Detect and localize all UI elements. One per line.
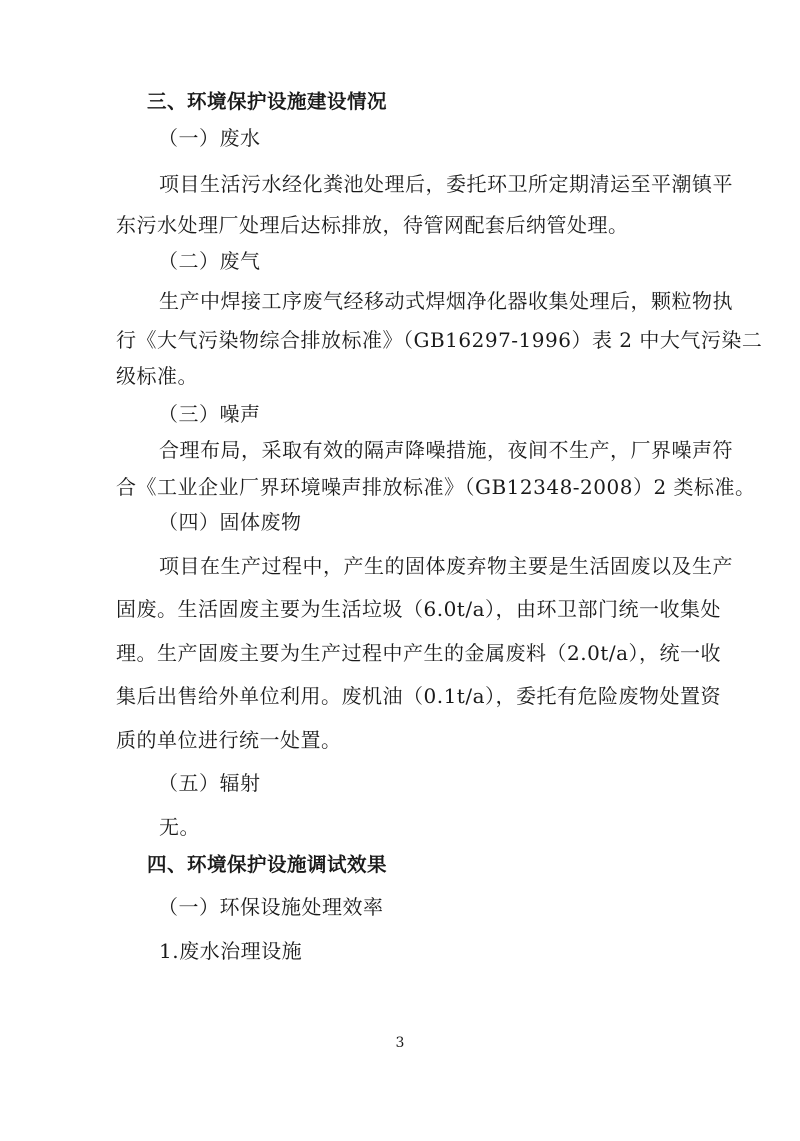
wastewater-line-2: 东污水处理厂处理后达标排放，待管网配套后纳管处理。: [116, 213, 629, 237]
exhaust-line-1: 生产中焊接工序废气经移动式焊烟净化器收集处理后，颗粒物执: [159, 289, 733, 313]
section-4-item-1: 1.废水治理设施: [159, 939, 303, 963]
radiation-heading: （五）辐射: [158, 771, 261, 795]
wastewater-line-1: 项目生活污水经化粪池处理后，委托环卫所定期清运至平潮镇平: [159, 172, 733, 196]
solid-waste-line-3: 理。生产固废主要为生产过程中产生的金属废料（2.0t/a），统一收: [116, 641, 722, 665]
section-3-title: 三、环境保护设施建设情况: [147, 90, 388, 113]
solid-waste-line-5: 质的单位进行统一处置。: [116, 728, 342, 752]
exhaust-heading: （二）废气: [158, 249, 261, 273]
noise-heading: （三）噪声: [158, 402, 261, 426]
solid-waste-line-2: 固废。生活固废主要为生活垃圾（6.0t/a），由环卫部门统一收集处: [116, 597, 722, 621]
section-4-title: 四、环境保护设施调试效果: [147, 853, 388, 876]
page-number: 3: [395, 1035, 405, 1051]
solid-waste-line-1: 项目在生产过程中，产生的固体废弃物主要是生活固废以及生产: [159, 554, 733, 578]
section-4-sub-1: （一）环保设施处理效率: [158, 895, 384, 919]
noise-line-2: 合《工业企业厂界环境噪声排放标准》（GB12348-2008）2 类标准。: [116, 475, 756, 499]
solid-waste-line-4: 集后出售给外单位利用。废机油（0.1t/a），委托有危险废物处置资: [116, 684, 722, 708]
noise-line-1: 合理布局，采取有效的隔声降噪措施，夜间不生产，厂界噪声符: [159, 438, 733, 462]
wastewater-heading: （一）废水: [158, 126, 261, 150]
exhaust-line-2: 行《大气污染物综合排放标准》（GB16297-1996）表 2 中大气污染二: [116, 328, 763, 352]
solid-waste-heading: （四）固体废物: [158, 510, 302, 534]
exhaust-line-3: 级标准。: [116, 364, 198, 388]
radiation-line-1: 无。: [159, 815, 200, 839]
